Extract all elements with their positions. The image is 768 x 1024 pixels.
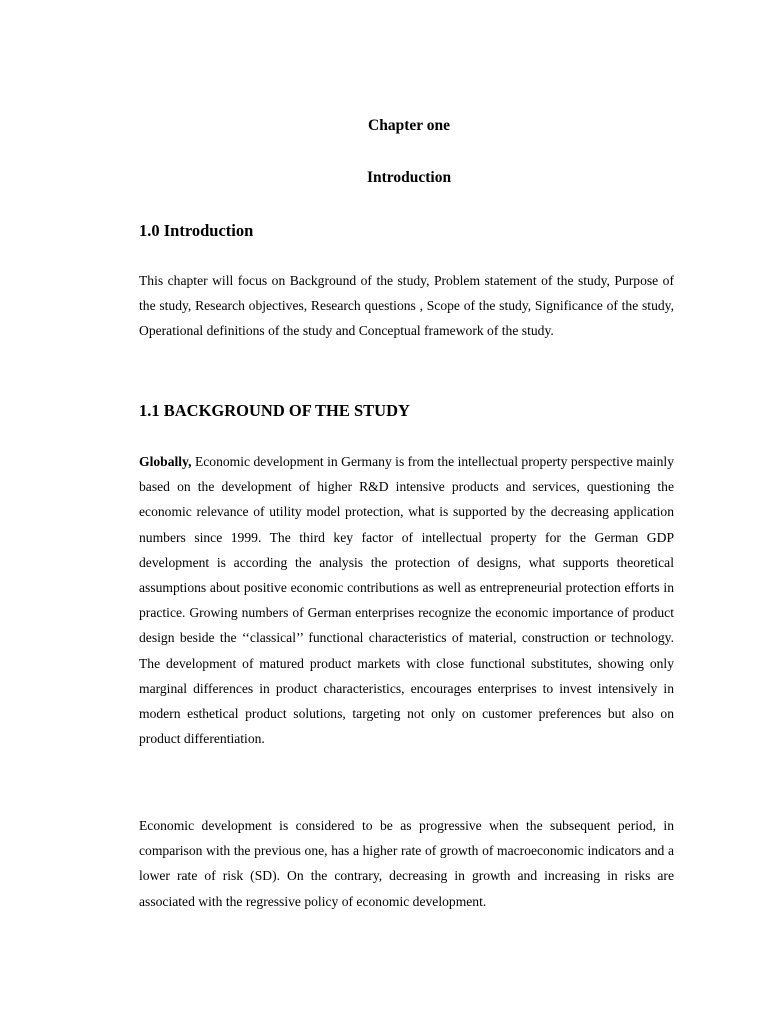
chapter-title: Introduction [366, 169, 452, 186]
section-heading-introduction: 1.0 Introduction [139, 221, 254, 240]
background-paragraph-2: Economic development is considered to be as progressive when the subsequent period, in comparison with the previous one, has a higher rate of growth of macroeconomic indicators and a lower rate of risk (SD). On the contrary, decreasing in growth and increasing in risks are associated with the regressive policy of economic development. [139, 818, 674, 909]
paragraph-lead-word: Globally, [139, 454, 192, 469]
chapter-label: Chapter one [368, 117, 450, 134]
intro-paragraph: This chapter will focus on Background of the study, Problem statement of the study, Purpose of the study, Research objectives, Research questions , Scope of the study, Significance of the study, Operational definitions of the study and Conceptual framework of the study. [139, 273, 674, 339]
background-paragraph-1-text: Economic development in Germany is from the intellectual property perspective mainly based on the development of higher R&D intensive products and services, questioning the economic relevance of utility model protection, what is supported by the decreasing application numbers since 1999. The third key factor of intellectual property for the German GDP development is according the analysis the protection of designs, what supports theoretical assumptions about positive economic contributions as well as entrepreneurial protection efforts in practice. Growing numbers of German enterprises recognize the economic importance of product design beside the ‘‘classical’’ functional characteristics of material, construction or technology. The development of matured product markets with close functional substitutes, showing only marginal differences in product characteristics, encourages enterprises to invest intensively in modern esthetical product solutions, targeting not only on customer preferences but also on product differentiation. [139, 454, 674, 747]
section-heading-background: 1.1 BACKGROUND OF THE STUDY [139, 401, 410, 420]
background-paragraph-1 [139, 449, 674, 751]
